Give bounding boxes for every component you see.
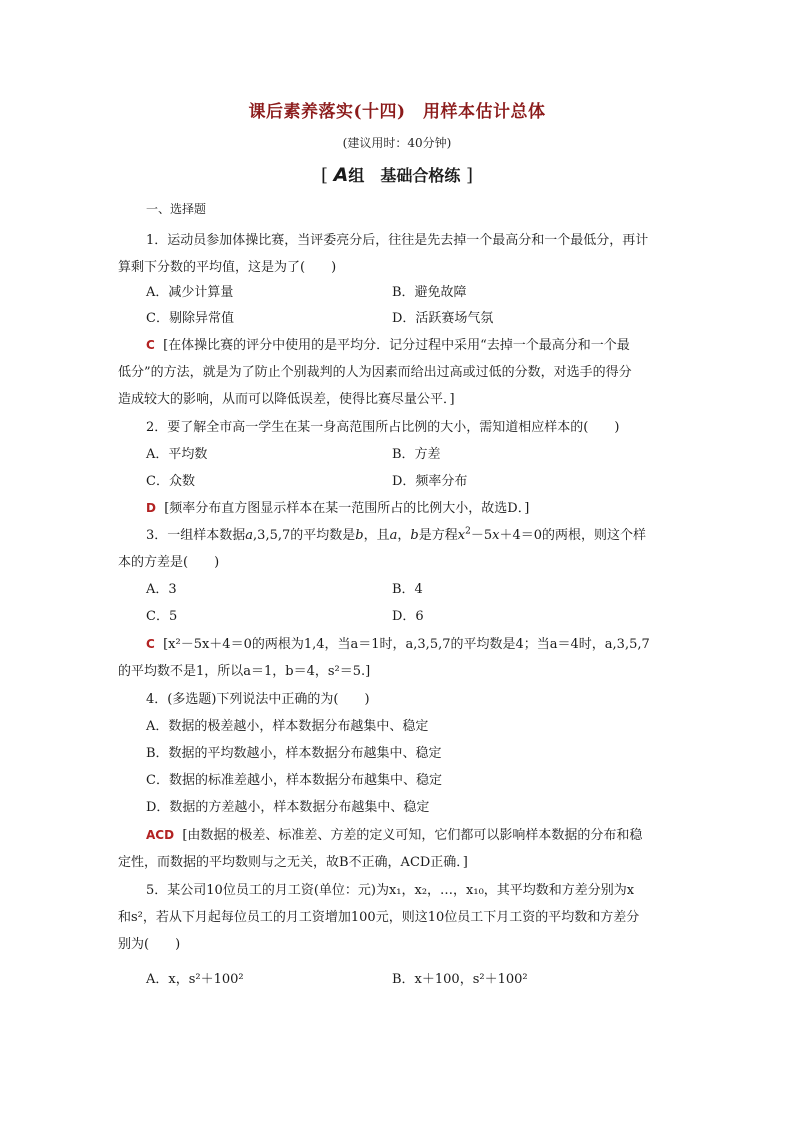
q2-option-d: D．频率分布 bbox=[392, 474, 468, 489]
q3-option-b: B．4 bbox=[392, 582, 423, 597]
group-label: 组 基础合格练 bbox=[348, 166, 461, 185]
q3-line1: 3．一组样本数据a,3,5,7的平均数是b，且a，b是方程$x^2-5x+4=0$的两根，则这个样 bbox=[146, 526, 646, 543]
q1-line1: 1．运动员参加体操比赛，当评委亮分后，往往是先去掉一个最高分和一个最低分，再计 bbox=[146, 233, 649, 248]
q5-line3: 别为( ) bbox=[118, 937, 181, 952]
q5-line1: 5．某公司10位员工的月工资(单位：元)为x₁，x₂，…，x₁₀，其平均数和方差分别为x bbox=[146, 883, 635, 898]
q2-answer: D bbox=[146, 501, 156, 515]
bracket-left: [ bbox=[321, 165, 329, 186]
q4-option-b: B．数据的平均数越小，样本数据分布越集中、稳定 bbox=[146, 746, 442, 761]
q3-answer: C bbox=[146, 637, 155, 651]
q1-option-b: B．避免故障 bbox=[392, 285, 467, 300]
q4-line1: 4．(多选题)下列说法中正确的为( ) bbox=[146, 692, 370, 707]
q2-explanation: D [频率分布直方图显示样本在某一范围所占的比例大小，故选D．] bbox=[146, 501, 530, 516]
q2-line1: 2．要了解全市高一学生在某一身高范围所占比例的大小，需知道相应样本的( ) bbox=[146, 420, 620, 435]
q1-explanation-line2: 低分”的方法，就是为了防止个别裁判的人为因素而给出过高或过低的分数，对选手的得分 bbox=[118, 365, 632, 380]
q1-line2: 算剩下分数的平均值，这是为了( ) bbox=[118, 260, 337, 275]
q1-explanation-line3: 造成较大的影响，从而可以降低误差，使得比赛尽量公平．] bbox=[118, 392, 455, 407]
q1-answer: C bbox=[146, 338, 155, 352]
page-title: 课后素养落实(十四) 用样本估计总体 bbox=[248, 102, 546, 122]
q1-option-d: D．活跃赛场气氛 bbox=[392, 311, 494, 326]
q5-line2: 和s²，若从下月起每位员工的月工资增加100元，则这10位员工下月工资的平均数和方差分 bbox=[118, 910, 640, 925]
q3-option-d: D．6 bbox=[392, 609, 424, 624]
q3-explanation-line2: 的平均数不是1，所以a＝1，b＝4，s²＝5.] bbox=[118, 664, 371, 679]
q4-answer: ACD bbox=[146, 828, 175, 842]
q2-option-b: B．方差 bbox=[392, 447, 441, 462]
q1-option-c: C．剔除异常值 bbox=[146, 311, 234, 326]
q4-explanation-line2: 定性，而数据的平均数则与之无关，故B不正确，ACD正确．] bbox=[118, 855, 468, 870]
group-heading bbox=[0, 163, 794, 186]
group-letter: A bbox=[333, 164, 349, 186]
q5-option-a: A．x，s²＋100² bbox=[146, 972, 244, 987]
q4-option-c: C．数据的标准差越小，样本数据分布越集中、稳定 bbox=[146, 773, 442, 788]
bracket-right: ] bbox=[465, 165, 473, 186]
q5-option-b: B．x＋100，s²＋100² bbox=[392, 972, 528, 987]
section-heading: 一、选择题 bbox=[146, 202, 207, 216]
q1-explanation-line1: C [在体操比赛的评分中使用的是平均分．记分过程中采用“去掉一个最高分和一个最 bbox=[146, 338, 630, 353]
q1-option-a: A．减少计算量 bbox=[146, 285, 234, 300]
q4-explanation-line1: ACD [由数据的极差、标准差、方差的定义可知，它们都可以影响样本数据的分布和稳 bbox=[146, 828, 643, 843]
q4-option-d: D．数据的方差越小，样本数据分布越集中、稳定 bbox=[146, 800, 430, 815]
q2-option-a: A．平均数 bbox=[146, 447, 208, 462]
q4-option-a: A．数据的极差越小，样本数据分布越集中、稳定 bbox=[146, 719, 429, 734]
q3-explanation-line1: C [x²－5x＋4＝0的两根为1,4，当a＝1时，a,3,5,7的平均数是4；当a＝4时，a,3,5,7 bbox=[146, 637, 650, 652]
q3-line2: 本的方差是( ) bbox=[118, 555, 220, 570]
q3-option-c: C．5 bbox=[146, 609, 178, 624]
q2-option-c: C．众数 bbox=[146, 474, 195, 489]
suggested-time: (建议用时：40分钟) bbox=[342, 136, 452, 150]
q3-option-a: A．3 bbox=[146, 582, 177, 597]
